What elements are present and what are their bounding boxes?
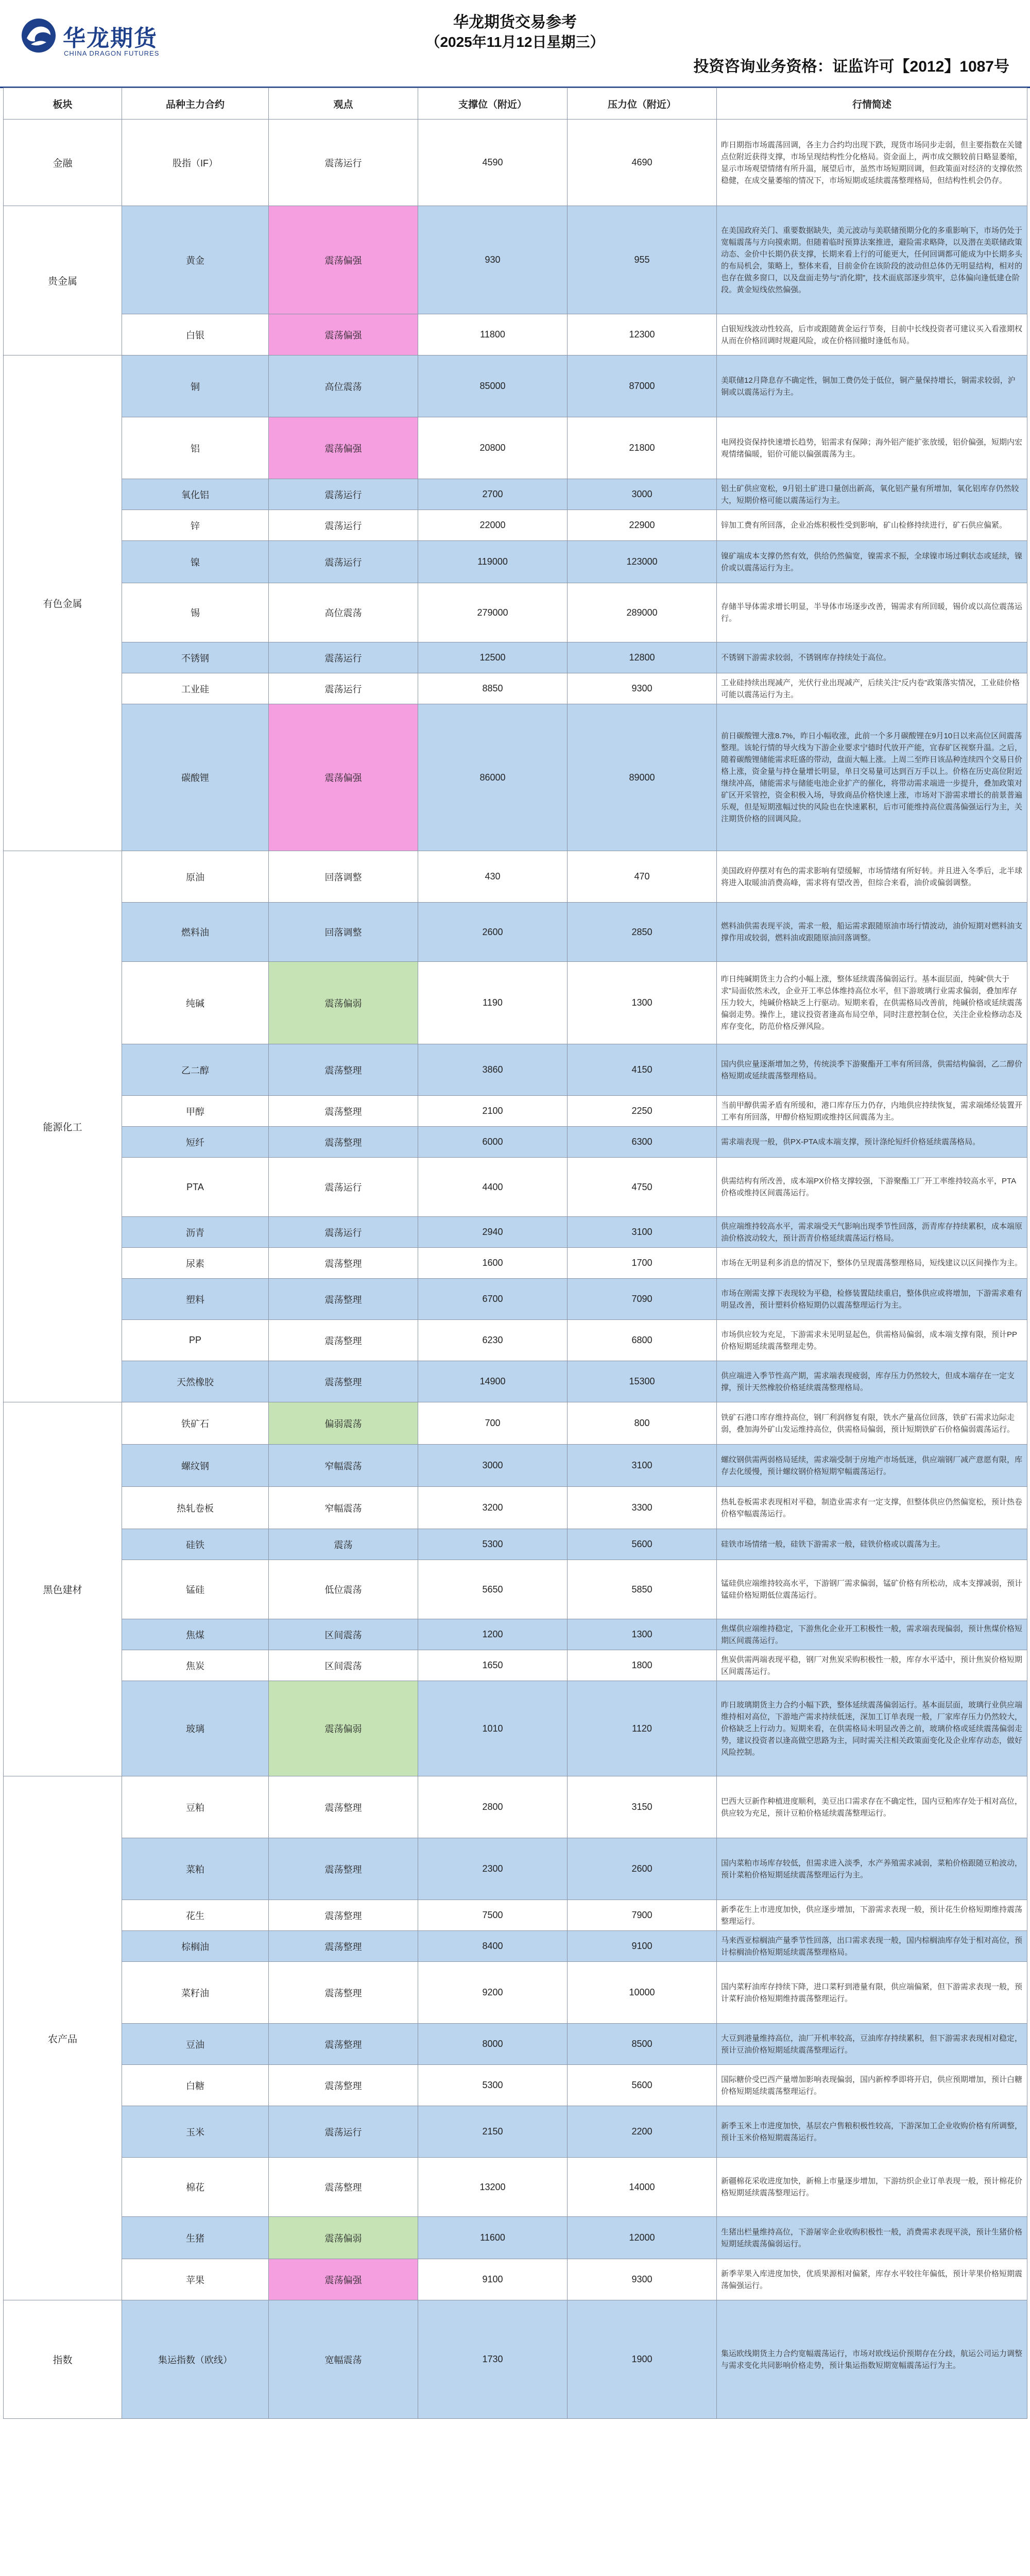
support-cell: 2150 bbox=[418, 2106, 568, 2158]
view-cell: 回落调整 bbox=[269, 851, 418, 903]
resistance-cell: 1700 bbox=[568, 1248, 717, 1279]
product-cell: 纯碱 bbox=[122, 962, 269, 1044]
product-cell: 花生 bbox=[122, 1900, 269, 1931]
view-cell: 区间震荡 bbox=[269, 1650, 418, 1681]
description-cell: 铁矿石港口库存维持高位，钢厂利润修复有限，铁水产量高位回落，铁矿石需求边际走弱，叠加海外矿山发运维持高位，供需格局偏弱，预计短期铁矿石价格偏弱震荡运行。 bbox=[717, 1402, 1027, 1445]
resistance-cell: 8500 bbox=[568, 2024, 717, 2065]
view-cell: 震荡整理 bbox=[269, 1776, 418, 1838]
support-cell: 20800 bbox=[418, 417, 568, 479]
table-row bbox=[4, 1900, 1027, 1931]
sector-cell: 指数 bbox=[4, 2300, 122, 2419]
view-cell: 震荡偏弱 bbox=[269, 1681, 418, 1776]
product-cell: 工业硅 bbox=[122, 673, 269, 704]
resistance-cell: 2250 bbox=[568, 1096, 717, 1127]
support-cell: 700 bbox=[418, 1402, 568, 1445]
table-row bbox=[4, 2024, 1027, 2065]
table-row bbox=[4, 2259, 1027, 2300]
support-cell: 4590 bbox=[418, 120, 568, 206]
view-cell: 震荡偏弱 bbox=[269, 962, 418, 1044]
resistance-cell: 10000 bbox=[568, 1962, 717, 2024]
support-cell: 7500 bbox=[418, 1900, 568, 1931]
table-row bbox=[4, 479, 1027, 510]
product-cell: 镍 bbox=[122, 541, 269, 583]
view-cell: 震荡偏强 bbox=[269, 206, 418, 314]
table-row bbox=[4, 1320, 1027, 1361]
support-cell: 11800 bbox=[418, 314, 568, 355]
description-cell: 巴西大豆新作种植进度顺利，美豆出口需求存在不确定性，国内豆粕库存处于相对高位，供应较为充足，预计豆粕价格延续震荡整理运行。 bbox=[717, 1776, 1027, 1838]
view-cell: 震荡偏强 bbox=[269, 417, 418, 479]
table-row bbox=[4, 2217, 1027, 2259]
table-row bbox=[4, 1487, 1027, 1529]
table-row bbox=[4, 851, 1027, 903]
support-cell: 8000 bbox=[418, 2024, 568, 2065]
description-cell: 在美国政府关门、重要数据缺失，美元波动与美联储预期分化的多重影响下，市场仍处于宽幅震荡与方向摸索期。但随着临时预算法案推进，避险需求略降，以及潜在美联储政策动态、金价中长期仍获支撑，长期来看上行的可能更大，任何回调都可能成为中长期多头的布局机会，策略上，整体来看，目前金价在该阶段的波动但总体仍无明显结构，相对的也存在做多窗口，以及盘面走势与“消化期”，技术面底部逐步筑牢，总体偏向逢低建仓阶段。黄金短线依然偏强。 bbox=[717, 206, 1027, 314]
product-cell: 天然橡胶 bbox=[122, 1361, 269, 1402]
description-cell: 美国政府停摆对有色的需求影响有望缓解，市场情绪有所好转。并且进入冬季后，北半球将进入取暖油消费高峰，需求将有望改善，但综合来看，油价或偏弱调整。 bbox=[717, 851, 1027, 903]
resistance-cell: 6800 bbox=[568, 1320, 717, 1361]
table-header-row bbox=[4, 88, 1027, 120]
description-cell: 焦炭供需两端表现平稳，钢厂对焦炭采购积极性一般，库存水平适中，预计焦炭价格短期区间震荡运行。 bbox=[717, 1650, 1027, 1681]
support-cell: 9100 bbox=[418, 2259, 568, 2300]
product-cell: 黄金 bbox=[122, 206, 269, 314]
description-cell: 市场在无明显利多消息的情况下，整体仍呈现震荡整理格局，短线建议以区间操作为主。 bbox=[717, 1248, 1027, 1279]
table-row bbox=[4, 2065, 1027, 2106]
header-view: 观点 bbox=[269, 88, 418, 120]
table-row bbox=[4, 510, 1027, 541]
support-cell: 5300 bbox=[418, 2065, 568, 2106]
sector-cell: 贵金属 bbox=[4, 206, 122, 355]
resistance-cell: 2200 bbox=[568, 2106, 717, 2158]
description-cell: 螺纹钢供需两弱格局延续，需求端受制于房地产市场低迷，供应端钢厂减产意愿有限，库存去化缓慢，预计螺纹钢价格短期窄幅震荡运行。 bbox=[717, 1445, 1027, 1487]
table-row bbox=[4, 1279, 1027, 1320]
product-cell: 白糖 bbox=[122, 2065, 269, 2106]
table-row bbox=[4, 1560, 1027, 1619]
resistance-cell: 7090 bbox=[568, 1279, 717, 1320]
product-cell: 短纤 bbox=[122, 1127, 269, 1158]
product-cell: 铜 bbox=[122, 355, 269, 417]
view-cell: 窄幅震荡 bbox=[269, 1487, 418, 1529]
view-cell: 震荡整理 bbox=[269, 1279, 418, 1320]
resistance-cell: 3100 bbox=[568, 1217, 717, 1248]
view-cell: 宽幅震荡 bbox=[269, 2300, 418, 2419]
view-cell: 震荡运行 bbox=[269, 1158, 418, 1217]
table-row bbox=[4, 1650, 1027, 1681]
product-cell: 锌 bbox=[122, 510, 269, 541]
view-cell: 震荡 bbox=[269, 1529, 418, 1560]
support-cell: 9200 bbox=[418, 1962, 568, 2024]
description-cell: 市场在刚需支撑下表现较为平稳，检修装置陆续重启，整体供应或将增加，下游需求难有明显改善，预计塑料价格短期仍以震荡整理运行为主。 bbox=[717, 1279, 1027, 1320]
resistance-cell: 1300 bbox=[568, 962, 717, 1044]
table-row bbox=[4, 1096, 1027, 1127]
product-cell: 锰硅 bbox=[122, 1560, 269, 1619]
description-cell: 供应端进入季节性高产期，需求端表现疲弱，库存压力仍然较大，但成本端存在一定支撑，预计天然橡胶价格延续震荡整理格局。 bbox=[717, 1361, 1027, 1402]
resistance-cell: 9300 bbox=[568, 2259, 717, 2300]
product-cell: 生猪 bbox=[122, 2217, 269, 2259]
product-cell: 热轧卷板 bbox=[122, 1487, 269, 1529]
product-cell: 甲醇 bbox=[122, 1096, 269, 1127]
support-cell: 14900 bbox=[418, 1361, 568, 1402]
resistance-cell: 89000 bbox=[568, 704, 717, 851]
support-cell: 8400 bbox=[418, 1931, 568, 1962]
table-row bbox=[4, 541, 1027, 583]
support-cell: 8850 bbox=[418, 673, 568, 704]
report-date: （2025年11月12日星期三） bbox=[425, 34, 605, 50]
license-qualification: 投资咨询业务资格：证监许可【2012】1087号 bbox=[693, 58, 1009, 75]
description-cell: 新季苹果入库进度加快，优质果源相对偏紧，库存水平较往年偏低，预计苹果价格短期震荡偏强运行。 bbox=[717, 2259, 1027, 2300]
logo-english-name: CHINA DRAGON FUTURES bbox=[64, 49, 160, 57]
table-row bbox=[4, 1158, 1027, 1217]
description-cell: 锌加工费有所回落，企业冶炼积极性受到影响，矿山检修持续进行，矿石供应偏紧。 bbox=[717, 510, 1027, 541]
description-cell: 镍矿端成本支撑仍然有效，供给仍然偏宽，镍需求不振，全球镍市场过剩状态或延续，镍价或以震荡运行为主。 bbox=[717, 541, 1027, 583]
resistance-cell: 3000 bbox=[568, 479, 717, 510]
description-cell: 供需结构有所改善，成本端PX价格支撑较强，下游聚酯工厂开工率维持较高水平，PTA价格或维持区间震荡运行。 bbox=[717, 1158, 1027, 1217]
support-cell: 119000 bbox=[418, 541, 568, 583]
header-support: 支撑位（附近） bbox=[418, 88, 568, 120]
table-row bbox=[4, 314, 1027, 355]
description-cell: 白银短线波动性较高，后市或跟随黄金运行节奏，目前中长线投资者可建议买入看涨期权从而在价格回调时规避风险，或在价格回撤时逢低布局。 bbox=[717, 314, 1027, 355]
header-description: 行情简述 bbox=[717, 88, 1027, 120]
table-row bbox=[4, 1529, 1027, 1560]
sector-cell: 能源化工 bbox=[4, 851, 122, 1402]
view-cell: 震荡运行 bbox=[269, 479, 418, 510]
resistance-cell: 5850 bbox=[568, 1560, 717, 1619]
header-sector: 板块 bbox=[4, 88, 122, 120]
support-cell: 2100 bbox=[418, 1096, 568, 1127]
table-row bbox=[4, 120, 1027, 206]
table-row bbox=[4, 704, 1027, 851]
logo-chinese-name: 华龙期货 bbox=[63, 26, 158, 51]
view-cell: 震荡整理 bbox=[269, 1096, 418, 1127]
support-cell: 12500 bbox=[418, 642, 568, 673]
resistance-cell: 4690 bbox=[568, 120, 717, 206]
product-cell: 玉米 bbox=[122, 2106, 269, 2158]
product-cell: 焦炭 bbox=[122, 1650, 269, 1681]
description-cell: 国际糖价受巴西产量增加影响表现偏弱，国内新榨季即将开启，供应预期增加，预计白糖价格短期延续震荡整理运行。 bbox=[717, 2065, 1027, 2106]
table-row bbox=[4, 1962, 1027, 2024]
product-cell: 原油 bbox=[122, 851, 269, 903]
resistance-cell: 289000 bbox=[568, 583, 717, 642]
table-row bbox=[4, 1044, 1027, 1096]
description-cell: 当前甲醇供需矛盾有所缓和，港口库存压力仍存，内地供应持续恢复，需求端烯烃装置开工率有所回落，甲醇价格短期或维持区间震荡为主。 bbox=[717, 1096, 1027, 1127]
table-row bbox=[4, 1248, 1027, 1279]
table-row bbox=[4, 206, 1027, 314]
description-cell: 前日碳酸锂大涨8.7%，昨日小幅收涨，此前一个多月碳酸锂在9月10日以来高位区间震荡整理。该轮行情的导火线为下游企业要求宁德时代放开产能，宜春矿区视察升温。之后，随着碳酸锂储能需求旺盛的带动，盘面大幅上涨。上周二至昨日该品种连续四个交易日价格上涨，资金量与持仓量增长明显，单日交易量可达到百万手以上。价格在历史高位附近继续冲高，储能需求与储能电池企业扩产的催化，将带动需求端进一步提升，叠加政策对矿区开采管控，资金积极入场，导致商品价格快速上涨，市场对下游需求增长的前景普遍乐观，但是短期涨幅过快的风险也在快速累积，后市可能维持高位震荡偏强运行为主，关注期货价格的回调风险。 bbox=[717, 704, 1027, 851]
support-cell: 1600 bbox=[418, 1248, 568, 1279]
view-cell: 震荡整理 bbox=[269, 2024, 418, 2065]
support-cell: 1730 bbox=[418, 2300, 568, 2419]
product-cell: 碳酸锂 bbox=[122, 704, 269, 851]
support-cell: 11600 bbox=[418, 2217, 568, 2259]
view-cell: 高位震荡 bbox=[269, 355, 418, 417]
view-cell: 震荡运行 bbox=[269, 541, 418, 583]
sector-cell: 农产品 bbox=[4, 1776, 122, 2300]
description-cell: 锰硅供应端维持较高水平，下游钢厂需求偏弱，锰矿价格有所松动，成本支撑减弱，预计锰硅价格短期低位震荡运行。 bbox=[717, 1560, 1027, 1619]
description-cell: 生猪出栏量维持高位，下游屠宰企业收购积极性一般，消费需求表现平淡，预计生猪价格短期延续震荡偏弱运行。 bbox=[717, 2217, 1027, 2259]
resistance-cell: 9300 bbox=[568, 673, 717, 704]
resistance-cell: 1800 bbox=[568, 1650, 717, 1681]
sector-cell: 金融 bbox=[4, 120, 122, 206]
table-row bbox=[4, 2300, 1027, 2419]
support-cell: 85000 bbox=[418, 355, 568, 417]
support-cell: 6700 bbox=[418, 1279, 568, 1320]
resistance-cell: 9100 bbox=[568, 1931, 717, 1962]
support-cell: 1200 bbox=[418, 1619, 568, 1650]
product-cell: 棉花 bbox=[122, 2158, 269, 2217]
description-cell: 硅铁市场情绪一般，硅铁下游需求一般，硅铁价格或以震荡为主。 bbox=[717, 1529, 1027, 1560]
resistance-cell: 1900 bbox=[568, 2300, 717, 2419]
table-row bbox=[4, 1445, 1027, 1487]
view-cell: 震荡整理 bbox=[269, 1931, 418, 1962]
product-cell: 焦煤 bbox=[122, 1619, 269, 1650]
support-cell: 22000 bbox=[418, 510, 568, 541]
resistance-cell: 5600 bbox=[568, 2065, 717, 2106]
product-cell: 乙二醇 bbox=[122, 1044, 269, 1096]
table-row bbox=[4, 1402, 1027, 1445]
sector-cell: 有色金属 bbox=[4, 355, 122, 851]
resistance-cell: 3100 bbox=[568, 1445, 717, 1487]
resistance-cell: 2850 bbox=[568, 903, 717, 962]
product-cell: 沥青 bbox=[122, 1217, 269, 1248]
table-row bbox=[4, 2158, 1027, 2217]
support-cell: 430 bbox=[418, 851, 568, 903]
support-cell: 1650 bbox=[418, 1650, 568, 1681]
support-cell: 930 bbox=[418, 206, 568, 314]
table-row bbox=[4, 1838, 1027, 1900]
support-cell: 6000 bbox=[418, 1127, 568, 1158]
table-row bbox=[4, 2106, 1027, 2158]
product-cell: 棕榈油 bbox=[122, 1931, 269, 1962]
view-cell: 震荡整理 bbox=[269, 2065, 418, 2106]
support-cell: 2940 bbox=[418, 1217, 568, 1248]
view-cell: 震荡整理 bbox=[269, 1900, 418, 1931]
table-row bbox=[4, 642, 1027, 673]
description-cell: 马来西亚棕榈油产量季节性回落，出口需求表现一般，国内棕榈油库存处于相对高位，预计棕榈油价格短期延续震荡整理格局。 bbox=[717, 1931, 1027, 1962]
description-cell: 新季花生上市进度加快，供应逐步增加，下游需求表现一般，预计花生价格短期维持震荡整理运行。 bbox=[717, 1900, 1027, 1931]
view-cell: 震荡运行 bbox=[269, 1217, 418, 1248]
resistance-cell: 22900 bbox=[568, 510, 717, 541]
view-cell: 震荡整理 bbox=[269, 1838, 418, 1900]
view-cell: 窄幅震荡 bbox=[269, 1445, 418, 1487]
view-cell: 震荡偏强 bbox=[269, 704, 418, 851]
trading-reference-table bbox=[3, 88, 1027, 2419]
view-cell: 高位震荡 bbox=[269, 583, 418, 642]
resistance-cell: 4750 bbox=[568, 1158, 717, 1217]
description-cell: 国内供应量逐渐增加之势，传统淡季下游聚酯开工率有所回落，供需结构偏弱，乙二醇价格短期或延续震荡整理格局。 bbox=[717, 1044, 1027, 1096]
support-cell: 2300 bbox=[418, 1838, 568, 1900]
resistance-cell: 87000 bbox=[568, 355, 717, 417]
product-cell: PTA bbox=[122, 1158, 269, 1217]
table-row bbox=[4, 1931, 1027, 1962]
support-cell: 1190 bbox=[418, 962, 568, 1044]
view-cell: 震荡运行 bbox=[269, 510, 418, 541]
support-cell: 6230 bbox=[418, 1320, 568, 1361]
sector-cell: 黑色建材 bbox=[4, 1402, 122, 1776]
view-cell: 震荡运行 bbox=[269, 673, 418, 704]
view-cell: 震荡运行 bbox=[269, 642, 418, 673]
product-cell: 锡 bbox=[122, 583, 269, 642]
description-cell: 需求端表现一般，供PX-PTA成本端支撑，预计涤纶短纤价格延续震荡格局。 bbox=[717, 1127, 1027, 1158]
product-cell: 铁矿石 bbox=[122, 1402, 269, 1445]
table-row bbox=[4, 355, 1027, 417]
view-cell: 偏弱震荡 bbox=[269, 1402, 418, 1445]
view-cell: 震荡偏强 bbox=[269, 314, 418, 355]
description-cell: 昨日期指市场震荡回调，各主力合约均出现下跌，现货市场同步走弱，但主要指数在关键点位附近获得支撑，市场呈现结构性分化格局。资金面上，两市成交额较前日略显萎缩，显示市场观望情绪有所升温，展望后市，虽然市场短期回调，但政策面对经济的支撑依然稳健，在成交量萎缩的情况下，市场短期或延续震荡整理格局，但结构性机会仍存。 bbox=[717, 120, 1027, 206]
description-cell: 电网投资保持快速增长趋势，铝需求有保障；海外铝产能扩张放缓，铝价偏强，短期内宏观情绪偏暖，铝价可能以偏强震荡为主。 bbox=[717, 417, 1027, 479]
table-row bbox=[4, 417, 1027, 479]
resistance-cell: 3300 bbox=[568, 1487, 717, 1529]
table-row bbox=[4, 1619, 1027, 1650]
description-cell: 新季玉米上市进度加快，基层农户售粮积极性较高，下游深加工企业收购价格有所调整，预计玉米价格短期震荡运行。 bbox=[717, 2106, 1027, 2158]
description-cell: 存储半导体需求增长明显，半导体市场逐步改善，锡需求有所回暖，锡价或以高位震荡运行。 bbox=[717, 583, 1027, 642]
resistance-cell: 800 bbox=[568, 1402, 717, 1445]
description-cell: 燃料油供需表现平淡，需求一般，船运需求跟随原油市场行情波动，油价短期对燃料油支撑作用或较弱，燃料油或跟随原油回落调整。 bbox=[717, 903, 1027, 962]
header-product: 品种主力合约 bbox=[122, 88, 269, 120]
product-cell: 玻璃 bbox=[122, 1681, 269, 1776]
description-cell: 工业硅持续出现减产，光伏行业出现减产，后续关注“反内卷”政策落实情况，工业硅价格可能以震荡运行为主。 bbox=[717, 673, 1027, 704]
header-resistance: 压力位（附近） bbox=[568, 88, 717, 120]
resistance-cell: 21800 bbox=[568, 417, 717, 479]
resistance-cell: 12000 bbox=[568, 2217, 717, 2259]
product-cell: 氧化铝 bbox=[122, 479, 269, 510]
description-cell: 美联储12月降息存不确定性，铜加工费仍处于低位，铜产量保持增长，铜需求较弱，沪铜或以震荡运行为主。 bbox=[717, 355, 1027, 417]
view-cell: 回落调整 bbox=[269, 903, 418, 962]
product-cell: 苹果 bbox=[122, 2259, 269, 2300]
view-cell: 震荡运行 bbox=[269, 2106, 418, 2158]
description-cell: 不锈钢下游需求较弱，不锈钢库存持续处于高位。 bbox=[717, 642, 1027, 673]
table-row bbox=[4, 583, 1027, 642]
resistance-cell: 1120 bbox=[568, 1681, 717, 1776]
resistance-cell: 2600 bbox=[568, 1838, 717, 1900]
description-cell: 集运欧线期货主力合约宽幅震荡运行，市场对欧线运价预期存在分歧，航运公司运力调整与需求变化共同影响价格走势，预计集运指数短期宽幅震荡运行为主。 bbox=[717, 2300, 1027, 2419]
support-cell: 5650 bbox=[418, 1560, 568, 1619]
product-cell: 尿素 bbox=[122, 1248, 269, 1279]
description-cell: 大豆到港量维持高位，油厂开机率较高，豆油库存持续累积，但下游需求表现相对稳定，预计豆油价格短期延续震荡整理运行。 bbox=[717, 2024, 1027, 2065]
description-cell: 国内菜粕市场库存较低，但需求进入淡季，水产养殖需求减弱，菜粕价格跟随豆粕波动，预计菜粕价格短期延续震荡整理运行为主。 bbox=[717, 1838, 1027, 1900]
resistance-cell: 6300 bbox=[568, 1127, 717, 1158]
table-row bbox=[4, 1681, 1027, 1776]
view-cell: 震荡整理 bbox=[269, 1248, 418, 1279]
resistance-cell: 12800 bbox=[568, 642, 717, 673]
product-cell: 股指（IF） bbox=[122, 120, 269, 206]
support-cell: 1010 bbox=[418, 1681, 568, 1776]
view-cell: 低位震荡 bbox=[269, 1560, 418, 1619]
resistance-cell: 5600 bbox=[568, 1529, 717, 1560]
support-cell: 4400 bbox=[418, 1158, 568, 1217]
view-cell: 震荡偏弱 bbox=[269, 2217, 418, 2259]
resistance-cell: 14000 bbox=[568, 2158, 717, 2217]
view-cell: 区间震荡 bbox=[269, 1619, 418, 1650]
description-cell: 昨日玻璃期货主力合约小幅下跌，整体延续震荡偏弱运行。基本面层面，玻璃行业供应端维持相对高位，下游地产需求持续低迷，深加工订单表现一般，厂家库存压力仍然较大，价格缺乏上行动力。短期来看，在供需格局未明显改善之前，玻璃价格或延续震荡偏弱走势，建议投资者以逢高做空思路为主，同时需关注相关政策面变化及企业库存动态，做好风险控制。 bbox=[717, 1681, 1027, 1776]
product-cell: 菜籽油 bbox=[122, 1962, 269, 2024]
resistance-cell: 955 bbox=[568, 206, 717, 314]
product-cell: 燃料油 bbox=[122, 903, 269, 962]
table-row bbox=[4, 962, 1027, 1044]
product-cell: 塑料 bbox=[122, 1279, 269, 1320]
support-cell: 279000 bbox=[418, 583, 568, 642]
table-row bbox=[4, 1217, 1027, 1248]
resistance-cell: 3150 bbox=[568, 1776, 717, 1838]
table-row bbox=[4, 673, 1027, 704]
table-row bbox=[4, 903, 1027, 962]
resistance-cell: 12300 bbox=[568, 314, 717, 355]
support-cell: 3000 bbox=[418, 1445, 568, 1487]
description-cell: 昨日纯碱期货主力合约小幅上涨，整体延续震荡偏弱运行。基本面层面，纯碱“供大于求”局面依然未改，企业开工率总体维持高位水平，但下游玻璃行业需求偏弱，叠加库存压力较大，纯碱价格缺乏上行驱动。短期来看，在供需格局改善前，纯碱价格或延续震荡偏弱走势。操作上，建议投资者逢高布局空单，同时注意控制仓位，关注企业检修动态及库存变化，防范价格反弹风险。 bbox=[717, 962, 1027, 1044]
support-cell: 2800 bbox=[418, 1776, 568, 1838]
product-cell: 豆油 bbox=[122, 2024, 269, 2065]
resistance-cell: 15300 bbox=[568, 1361, 717, 1402]
description-cell: 国内菜籽油库存持续下降，进口菜籽到港量有限，供应端偏紧，但下游需求表现一般，预计菜籽油价格短期维持震荡整理运行。 bbox=[717, 1962, 1027, 2024]
support-cell: 3200 bbox=[418, 1487, 568, 1529]
description-cell: 市场供应较为充足，下游需求未见明显起色，供需格局偏弱，成本端支撑有限，预计PP价格短期延续震荡整理走势。 bbox=[717, 1320, 1027, 1361]
resistance-cell: 470 bbox=[568, 851, 717, 903]
resistance-cell: 7900 bbox=[568, 1900, 717, 1931]
product-cell: 豆粕 bbox=[122, 1776, 269, 1838]
support-cell: 2600 bbox=[418, 903, 568, 962]
product-cell: 铝 bbox=[122, 417, 269, 479]
product-cell: 集运指数（欧线） bbox=[122, 2300, 269, 2419]
description-cell: 铝土矿供应宽松，9月铝土矿进口量创出新高，氧化铝产量有所增加，氧化铝库存仍然较大，短期价格可能以震荡运行为主。 bbox=[717, 479, 1027, 510]
view-cell: 震荡整理 bbox=[269, 1127, 418, 1158]
view-cell: 震荡运行 bbox=[269, 120, 418, 206]
support-cell: 5300 bbox=[418, 1529, 568, 1560]
page-title: 华龙期货交易参考 bbox=[453, 14, 577, 31]
support-cell: 2700 bbox=[418, 479, 568, 510]
table-row bbox=[4, 1776, 1027, 1838]
resistance-cell: 4150 bbox=[568, 1044, 717, 1096]
resistance-cell: 123000 bbox=[568, 541, 717, 583]
table-row bbox=[4, 1361, 1027, 1402]
resistance-cell: 1300 bbox=[568, 1619, 717, 1650]
support-cell: 3860 bbox=[418, 1044, 568, 1096]
product-cell: 白银 bbox=[122, 314, 269, 355]
product-cell: 螺纹钢 bbox=[122, 1445, 269, 1487]
view-cell: 震荡整理 bbox=[269, 1320, 418, 1361]
description-cell: 热轧卷板需求表现相对平稳，制造业需求有一定支撑，但整体供应仍然偏宽松，预计热卷价格窄幅震荡运行。 bbox=[717, 1487, 1027, 1529]
view-cell: 震荡整理 bbox=[269, 1044, 418, 1096]
support-cell: 13200 bbox=[418, 2158, 568, 2217]
product-cell: PP bbox=[122, 1320, 269, 1361]
table-row bbox=[4, 1127, 1027, 1158]
description-cell: 焦煤供应端维持稳定，下游焦化企业开工积极性一般，需求端表现偏弱，预计焦煤价格短期区间震荡运行。 bbox=[717, 1619, 1027, 1650]
page-header bbox=[0, 0, 1030, 88]
view-cell: 震荡整理 bbox=[269, 2158, 418, 2217]
description-cell: 供应端维持较高水平，需求端受天气影响出现季节性回落，沥青库存持续累积，成本端原油价格波动较大，预计沥青价格延续震荡运行格局。 bbox=[717, 1217, 1027, 1248]
product-cell: 菜粕 bbox=[122, 1838, 269, 1900]
description-cell: 新疆棉花采收进度加快，新棉上市量逐步增加，下游纺织企业订单表现一般，预计棉花价格短期延续震荡整理运行。 bbox=[717, 2158, 1027, 2217]
view-cell: 震荡整理 bbox=[269, 1361, 418, 1402]
view-cell: 震荡偏强 bbox=[269, 2259, 418, 2300]
view-cell: 震荡整理 bbox=[269, 1962, 418, 2024]
product-cell: 不锈钢 bbox=[122, 642, 269, 673]
product-cell: 硅铁 bbox=[122, 1529, 269, 1560]
support-cell: 86000 bbox=[418, 704, 568, 851]
